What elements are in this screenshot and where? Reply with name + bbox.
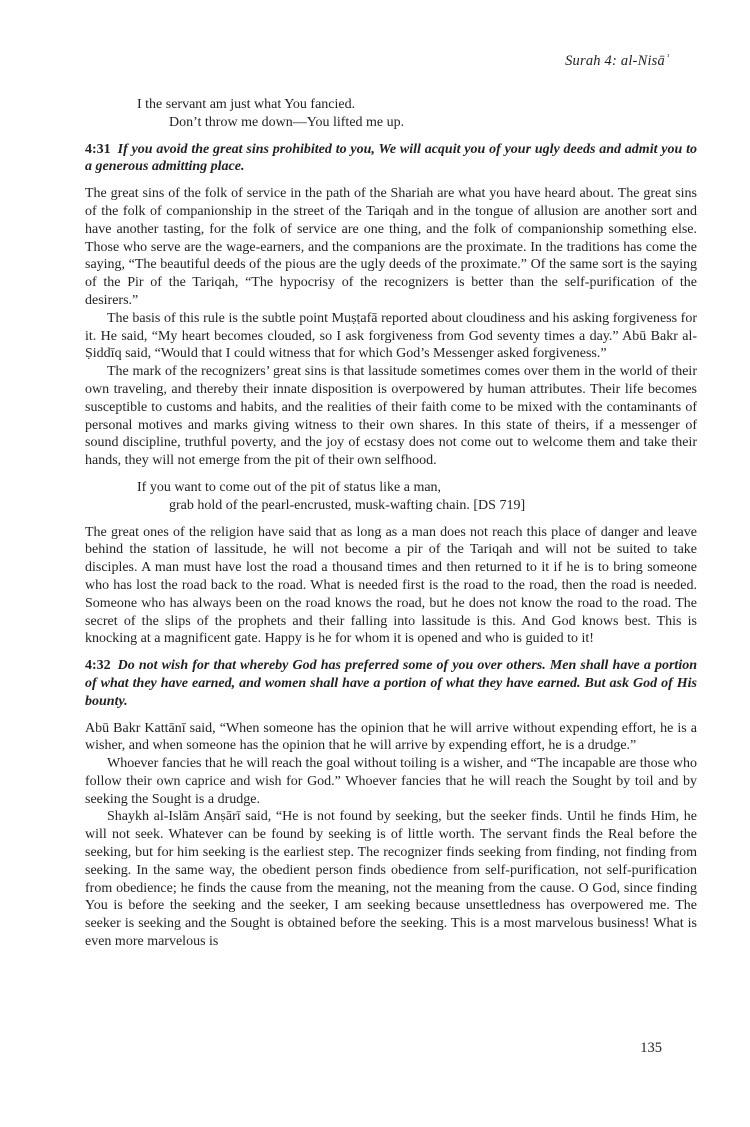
page-number: 135 xyxy=(640,1040,662,1056)
text-block xyxy=(85,96,697,951)
body-paragraph: The great sins of the folk of service in the path of the Shariah are what you have heard about. The great sins of the folk of companionship in the street of the Tariqah and in the tongue of allusion are another sort and have another tasting, for the folk of service are one thing, and the folk of companionship something else. Those who serve are the wage-earners, and the companions are the proximate. In the traditions has come the saying, “The beautiful deeds of the pious are the ugly deeds of the proximate.” Of the same sort is the saying of the Pir of the Tariqah, “The hypocrisy of the recognizers is better than the self-purification of the desirers.” xyxy=(85,186,697,308)
verse-heading-4-32 xyxy=(85,657,697,710)
body-paragraph: Shaykh al-Islām Anṣārī said, “He is not found by seeking, but the seeker finds. Until he finds Him, he will not seek. Whatever can be found by seeking is of little worth. The servant finds the Real before the seeking, but for him seeking is the earliest step. The recognizer finds seeking from finding, not finding from seeking. In the same way, the obedient person finds obedience from self-purification, not self-purification from obedience; he finds the cause from the meaning, not the meaning from the cause. O God, since finding You is before the seeking and the seeker, I am seeking because unsettledness has overpowered me. The seeker is seeking and the Sought is obtained before the seeking. This is a most marvelous business! What is even more marvelous is xyxy=(85,809,697,950)
poem-line: grab hold of the pearl-encrusted, musk-wafting chain. [DS 719] xyxy=(169,497,526,513)
verse-heading-4-31 xyxy=(85,141,697,177)
body-paragraph: Abū Bakr Kattānī said, “When someone has the opinion that he will arrive without expending effort, he is a wisher, and when someone has the opinion that he will arrive by expending effort, he is a drudge.” xyxy=(85,720,697,754)
verse-number: 4:31 xyxy=(85,141,111,157)
verse-text: If you avoid the great sins prohibited to you, We will acquit you of your ugly deeds and admit you to a generous admitting place. xyxy=(85,141,697,175)
poem-line: I the servant am just what You fancied. xyxy=(137,97,356,112)
poem-line: If you want to come out of the pit of status like a man, xyxy=(137,479,442,495)
verse-text: Do not wish for that whereby God has preferred some of you over others. Men shall have a portion of what they have earned, and women shall have a portion of what they have earned. But ask God of His bounty. xyxy=(85,658,697,709)
verse-number: 4:32 xyxy=(85,658,111,674)
body-paragraph: The basis of this rule is the subtle point Muṣṭafā reported about cloudiness and his asking forgiveness for it. He said, “My heart becomes clouded, so I ask forgiveness from God seventy times a day.” Abū Bakr al-Ṣiddīq said, “Would that I could witness that for which God’s Messenger asked forgiveness.” xyxy=(85,310,697,362)
body-paragraph: Whoever fancies that he will reach the goal without toiling is a wisher, and “The incapable are those who follow their own caprice and wish for God.” Whoever fancies that he will reach the Sought by toil and by seeking the Sought is a drudge. xyxy=(85,756,697,807)
body-paragraph: The great ones of the religion have said that as long as a man does not reach this place of danger and leave behind the station of lassitude, he will not become a pir of the Tariqah and will not be suited to take disciples. A man must have lost the road a thousand times and then returned to it if he is to bring someone who has lost the road back to the road. What is needed first is the road to the road, then the road is needed. Someone who has always been on the road knows the road, but he does not know the road to the road. The secret of the slips of the prophets and their falling into lassitude is this. And God knows best. This is knocking at a magnificent gate. Happy is he for whom it is opened and who is guided to it! xyxy=(85,524,697,647)
body-paragraph: The mark of the recognizers’ great sins is that lassitude sometimes comes over them in the world of their own traveling, and thereby their innate disposition is overpowered by human attributes. Their life becomes susceptible to customs and habits, and the realities of their faith come to be mixed with the contaminants of personal motives and marks giving witness to their own shares. In this state of theirs, if a messenger of sound discipline, truthful poverty, and the joy of ecstasy does not come out to welcome them and take their hands, they will not emerge from the pit of their own selfhood. xyxy=(85,364,697,469)
poem-quote xyxy=(85,479,697,515)
poem-quote xyxy=(85,96,697,132)
poem-line: Don’t throw me down—You lifted me up. xyxy=(169,114,405,130)
running-head: Surah 4: al-Nisāʾ xyxy=(565,53,670,69)
